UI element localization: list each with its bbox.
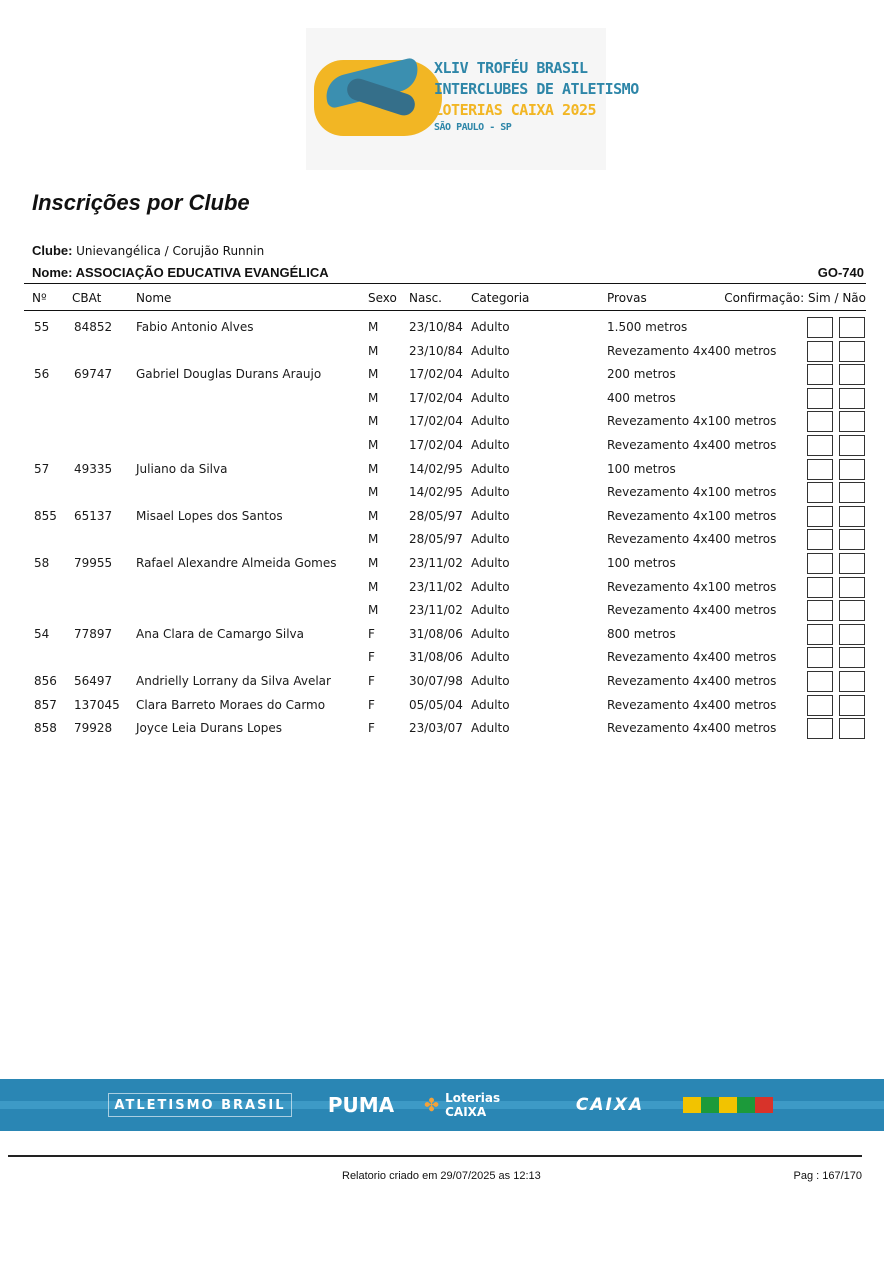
cell-sexo: M (368, 508, 379, 523)
cell-nasc: 23/10/84 (409, 320, 463, 334)
cell-nome: Joyce Leia Durans Lopes (136, 721, 283, 736)
cell-categoria: Adulto (471, 485, 510, 500)
confirm-sim-checkbox[interactable] (807, 624, 833, 645)
cell-prova: Revezamento 4x400 metros (607, 532, 777, 547)
cell-prova: 100 metros (607, 556, 676, 570)
cell-cbat: 49335 (74, 461, 113, 476)
loterias-caixa-logo (424, 1093, 534, 1117)
divider-header (24, 310, 866, 311)
cell-nome: Misael Lopes dos Santos (136, 508, 283, 523)
brasil-colors-icon (683, 1097, 773, 1113)
confirm-nao-checkbox[interactable] (839, 624, 865, 645)
cell-cbat: 79955 (74, 556, 113, 570)
confirm-nao-checkbox[interactable] (839, 695, 865, 716)
cell-categoria: Adulto (471, 603, 510, 618)
name-line (32, 265, 329, 280)
name-label: Nome: (32, 265, 73, 280)
cell-categoria: Adulto (471, 674, 510, 688)
cell-num: 56 (34, 367, 50, 382)
club-code: GO-740 (817, 265, 864, 280)
cell-prova: Revezamento 4x400 metros (607, 438, 777, 452)
footer-divider (8, 1155, 862, 1157)
cell-prova: Revezamento 4x100 metros (607, 414, 777, 429)
cell-nasc: 30/07/98 (409, 674, 463, 688)
confirm-sim-checkbox[interactable] (807, 459, 833, 480)
logo-line-3: LOTERIAS CAIXA 2025 (434, 101, 597, 119)
cell-sexo: M (368, 556, 379, 570)
sponsor-banner (0, 1079, 884, 1131)
cell-sexo: M (368, 461, 379, 476)
cell-categoria: Adulto (471, 438, 510, 452)
cell-prova: 200 metros (607, 367, 676, 382)
cell-nasc: 31/08/06 (409, 626, 463, 641)
club-line (32, 243, 264, 258)
col-header-categoria: Categoria (471, 291, 530, 305)
clover-icon: ✤ (424, 1094, 440, 1116)
club-value: Unievangélica / Corujão Runnin (76, 244, 265, 258)
confirm-sim-checkbox[interactable] (807, 529, 833, 550)
cell-prova: Revezamento 4x400 metros (607, 603, 777, 618)
confirm-nao-checkbox[interactable] (839, 317, 865, 338)
cell-cbat: 79928 (74, 721, 113, 736)
confirm-sim-checkbox[interactable] (807, 482, 833, 503)
cell-categoria: Adulto (471, 650, 510, 665)
cell-nome: Andrielly Lorrany da Silva Avelar (136, 674, 331, 688)
divider-top (24, 283, 866, 284)
cell-nasc: 17/02/04 (409, 438, 463, 452)
cell-nasc: 17/02/04 (409, 367, 463, 382)
cell-nasc: 23/11/02 (409, 603, 463, 618)
confirm-nao-checkbox[interactable] (839, 506, 865, 527)
cell-categoria: Adulto (471, 556, 510, 570)
confirm-sim-checkbox[interactable] (807, 671, 833, 692)
table-row (0, 434, 886, 458)
cell-num: 855 (34, 508, 57, 523)
confirm-nao-checkbox[interactable] (839, 529, 865, 550)
confirm-nao-checkbox[interactable] (839, 577, 865, 598)
confirm-sim-checkbox[interactable] (807, 695, 833, 716)
cell-prova: 800 metros (607, 626, 676, 641)
cell-sexo: M (368, 438, 379, 452)
governo-federal-logo (682, 1093, 774, 1117)
cell-sexo: M (368, 320, 379, 334)
table-row (0, 481, 886, 505)
col-header-num: Nº (32, 291, 47, 305)
cell-categoria: Adulto (471, 367, 510, 382)
cell-nasc: 23/03/07 (409, 721, 463, 736)
cell-nasc: 23/11/02 (409, 579, 463, 594)
col-header-confirmacao: Confirmação: Sim / Não (724, 291, 866, 305)
table-row (0, 576, 886, 600)
confirm-nao-checkbox[interactable] (839, 671, 865, 692)
col-header-nome: Nome (136, 291, 172, 305)
cell-prova: Revezamento 4x400 metros (607, 343, 777, 358)
cell-sexo: M (368, 532, 379, 547)
cell-sexo: F (368, 697, 375, 712)
cell-cbat: 77897 (74, 626, 113, 641)
confirm-sim-checkbox[interactable] (807, 553, 833, 574)
cell-nasc: 23/10/84 (409, 343, 463, 358)
cell-prova: 1.500 metros (607, 320, 688, 334)
cell-nasc: 28/05/97 (409, 508, 463, 523)
cell-nasc: 14/02/95 (409, 485, 463, 500)
table-row (0, 670, 886, 694)
confirm-nao-checkbox[interactable] (839, 388, 865, 409)
cell-prova: Revezamento 4x100 metros (607, 485, 777, 500)
cell-nome: Clara Barreto Moraes do Carmo (136, 697, 326, 712)
table-row (0, 528, 886, 552)
table-row (0, 387, 886, 411)
cell-sexo: M (368, 367, 379, 382)
table-row (0, 694, 886, 718)
confirm-nao-checkbox[interactable] (839, 341, 865, 362)
cell-cbat: 65137 (74, 508, 113, 523)
club-label: Clube: (32, 243, 73, 258)
logo-line-1: XLIV TROFÉU BRASIL (434, 59, 588, 77)
cell-categoria: Adulto (471, 414, 510, 429)
confirm-nao-checkbox[interactable] (839, 482, 865, 503)
confirm-sim-checkbox[interactable] (807, 647, 833, 668)
cell-categoria: Adulto (471, 508, 510, 523)
cell-nome: Fabio Antonio Alves (136, 320, 254, 334)
confirm-sim-checkbox[interactable] (807, 506, 833, 527)
confirm-sim-checkbox[interactable] (807, 435, 833, 456)
cell-nasc: 14/02/95 (409, 461, 463, 476)
table-row (0, 717, 886, 741)
cell-prova: Revezamento 4x400 metros (607, 721, 777, 736)
confirm-nao-checkbox[interactable] (839, 553, 865, 574)
cell-num: 57 (34, 461, 50, 476)
page-title: Inscrições por Clube (32, 190, 250, 215)
report-generated-text: Relatorio criado em 29/07/2025 as 12:13 (342, 1170, 541, 1182)
cell-categoria: Adulto (471, 721, 510, 736)
confirm-sim-checkbox[interactable] (807, 388, 833, 409)
cell-num: 856 (34, 674, 57, 688)
table-row (0, 623, 886, 647)
logo-line-2: INTERCLUBES DE ATLETISMO (434, 80, 639, 98)
cell-num: 858 (34, 721, 57, 736)
name-value: ASSOCIAÇÃO EDUCATIVA EVANGÉLICA (75, 265, 329, 280)
cell-prova: 400 metros (607, 390, 676, 405)
cell-cbat: 137045 (74, 697, 120, 712)
cell-prova: Revezamento 4x400 metros (607, 650, 777, 665)
atletismo-brasil-logo: ATLETISMO BRASIL (108, 1093, 292, 1117)
table-row (0, 505, 886, 529)
col-header-provas: Provas (607, 291, 647, 305)
cell-sexo: M (368, 390, 379, 405)
cell-nasc: 17/02/04 (409, 414, 463, 429)
cell-categoria: Adulto (471, 697, 510, 712)
event-logo (306, 28, 639, 170)
confirm-sim-checkbox[interactable] (807, 411, 833, 432)
cell-nasc: 31/08/06 (409, 650, 463, 665)
page-number: Pag : 167/170 (793, 1170, 862, 1182)
confirm-nao-checkbox[interactable] (839, 364, 865, 385)
cell-prova: Revezamento 4x100 metros (607, 508, 777, 523)
table-row (0, 458, 886, 482)
loterias-caixa-text: Loterias CAIXA (445, 1091, 501, 1119)
cell-categoria: Adulto (471, 626, 510, 641)
cell-sexo: M (368, 343, 379, 358)
table-row (0, 363, 886, 387)
logo-line-4: SÃO PAULO - SP (434, 122, 512, 133)
confirm-sim-checkbox[interactable] (807, 364, 833, 385)
table-row (0, 340, 886, 364)
confirm-nao-checkbox[interactable] (839, 647, 865, 668)
confirm-sim-checkbox[interactable] (807, 600, 833, 621)
table-row (0, 316, 886, 340)
cell-categoria: Adulto (471, 320, 510, 334)
cell-prova: Revezamento 4x400 metros (607, 697, 777, 712)
table-row (0, 552, 886, 576)
cell-prova: Revezamento 4x400 metros (607, 674, 777, 688)
cell-num: 58 (34, 556, 50, 570)
confirm-sim-checkbox[interactable] (807, 317, 833, 338)
cell-categoria: Adulto (471, 461, 510, 476)
confirm-nao-checkbox[interactable] (839, 600, 865, 621)
cell-categoria: Adulto (471, 532, 510, 547)
cell-prova: Revezamento 4x100 metros (607, 579, 777, 594)
cell-num: 54 (34, 626, 50, 641)
confirm-sim-checkbox[interactable] (807, 341, 833, 362)
cell-sexo: F (368, 674, 375, 688)
cell-cbat: 69747 (74, 367, 113, 382)
cell-nome: Ana Clara de Camargo Silva (136, 626, 304, 641)
cell-sexo: F (368, 721, 375, 736)
col-header-nasc: Nasc. (409, 291, 442, 305)
cell-categoria: Adulto (471, 579, 510, 594)
cell-sexo: F (368, 626, 375, 641)
table-row (0, 410, 886, 434)
confirm-nao-checkbox[interactable] (839, 718, 865, 739)
cell-nome: Gabriel Douglas Durans Araujo (136, 367, 322, 382)
puma-logo: PUMA (327, 1093, 395, 1117)
cell-nasc: 05/05/04 (409, 697, 463, 712)
caixa-logo: CAIXA (575, 1095, 645, 1115)
cell-sexo: M (368, 579, 379, 594)
cell-categoria: Adulto (471, 390, 510, 405)
table-row (0, 599, 886, 623)
cell-sexo: F (368, 650, 375, 665)
table-row (0, 646, 886, 670)
col-header-sexo: Sexo (368, 291, 397, 305)
cell-categoria: Adulto (471, 343, 510, 358)
cell-num: 857 (34, 697, 57, 712)
cell-sexo: M (368, 603, 379, 618)
cell-cbat: 84852 (74, 320, 113, 334)
cell-sexo: M (368, 414, 379, 429)
cell-nasc: 28/05/97 (409, 532, 463, 547)
col-header-cbat: CBAt (72, 291, 102, 305)
cell-cbat: 56497 (74, 674, 113, 688)
cell-nasc: 23/11/02 (409, 556, 463, 570)
confirm-sim-checkbox[interactable] (807, 718, 833, 739)
cell-prova: 100 metros (607, 461, 676, 476)
cell-nome: Juliano da Silva (136, 461, 228, 476)
confirm-nao-checkbox[interactable] (839, 435, 865, 456)
cell-num: 55 (34, 320, 50, 334)
confirm-nao-checkbox[interactable] (839, 459, 865, 480)
confirm-sim-checkbox[interactable] (807, 577, 833, 598)
cell-nome: Rafael Alexandre Almeida Gomes (136, 556, 337, 570)
cell-sexo: M (368, 485, 379, 500)
cell-nasc: 17/02/04 (409, 390, 463, 405)
confirm-nao-checkbox[interactable] (839, 411, 865, 432)
